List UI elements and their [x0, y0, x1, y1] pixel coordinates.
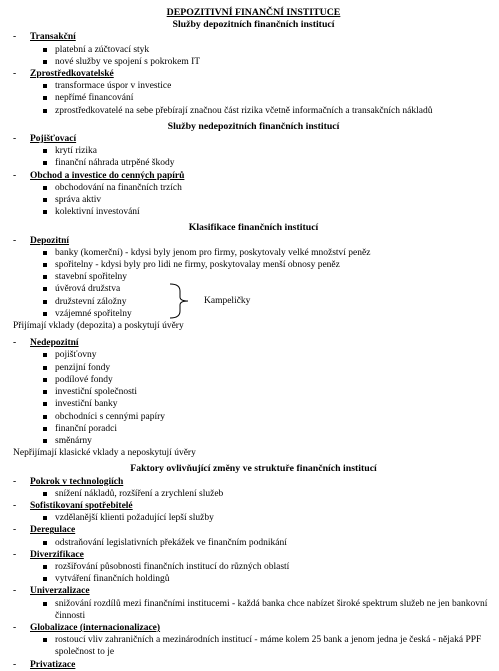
note-depository: Přijímají vklady (depozita) a poskytují úvěry [13, 321, 184, 332]
list-item: správa aktiv [0, 194, 499, 206]
list-item: platební a zúčtovací styk [0, 44, 499, 56]
list-item: vzdělanější klienti požadující lepší služby [0, 512, 499, 524]
document-title: DEPOZITIVNÍ FINANČNÍ INSTITUCE [166, 7, 341, 18]
list-item: penzijní fondy [0, 362, 499, 374]
category-depository [0, 235, 499, 247]
note-nondepository: Nepřijímají klasické vklady a neposkytují úvěry [13, 448, 196, 459]
list-item: odstraňování legislativních překážek ve finančním podnikání [0, 537, 499, 549]
list-item: vytváření finančních holdingů [0, 573, 499, 585]
list-item: investiční společnosti [0, 386, 499, 398]
list-item: nepřímé financování [0, 92, 499, 104]
category-label: Pojišťovací [30, 134, 77, 145]
list-item: snižování rozdílů mezi finančními institucemi - každá banka chce nabízet široké spektrum služeb ne jen bankovní činnosti [0, 598, 499, 622]
list-item: obchodování na finančních trzích [0, 182, 499, 194]
list-item: pojišťovny [0, 349, 499, 361]
category-privatization [0, 659, 499, 671]
category-label: Sofistikovaní spotřebitelé [30, 500, 133, 511]
category-securities [0, 170, 499, 182]
list-item: podílové fondy [0, 374, 499, 386]
category-label: Pokrok v technologiích [30, 476, 124, 487]
category-label: Diverzifikace [30, 549, 84, 560]
list-item: zprostředkovatelé na sebe přebírají značnou část rizika včetně informačních a transakčních nákladů [0, 105, 499, 117]
list-item: finanční náhrada utrpěné škody [0, 157, 499, 169]
category-deregulation [0, 524, 499, 536]
list-item: finanční poradci [0, 423, 499, 435]
list-item: kolektivní investování [0, 206, 499, 218]
category-label: Nedepozitní [30, 338, 79, 349]
category-label: Obchod a investice do cenných papírů [30, 170, 185, 181]
section-title-nondepository-services: Služby nedepozitních finančních institucí [167, 120, 340, 132]
list-item: úvěrová družstva [0, 283, 499, 295]
list-item: spořitelny - kdysi byly pro lidi ne firmy, poskytovalay menší obnosy peněz [0, 259, 499, 271]
category-diversification [0, 549, 499, 561]
category-intermediary [0, 68, 499, 80]
category-technology [0, 476, 499, 488]
list-item: družstevní záložny [0, 296, 499, 308]
list-item: vzájemné spořitelny [0, 308, 499, 320]
category-globalization [0, 622, 499, 634]
category-label: Globalizace (internacionalizace) [30, 622, 161, 633]
group-label: Kampeličky [204, 296, 251, 307]
category-insurance [0, 133, 499, 145]
category-nondepository [0, 337, 499, 349]
category-label: Zprostředkovatelské [30, 69, 114, 80]
list-item: krytí rizika [0, 145, 499, 157]
list-item: směnárny [0, 435, 499, 447]
section-title-depository-services: Služby depozitních finančních institucí [172, 19, 335, 31]
section-title-factors: Faktory ovlivňující změny ve struktuře finančních institucí [130, 463, 377, 475]
category-transactional [0, 31, 499, 43]
list-item: rozšiřování působnosti finančních institucí do různých oblastí [0, 561, 499, 573]
category-consumers [0, 500, 499, 512]
category-label: Transakční [30, 32, 76, 43]
list-item: investiční banky [0, 398, 499, 410]
category-label: Privatizace [30, 659, 76, 670]
curly-brace-icon [168, 283, 194, 319]
list-item: transformace úspor v investice [0, 80, 499, 92]
kampelicky-group [0, 283, 499, 320]
category-label: Depozitní [30, 235, 70, 246]
list-item: banky (komerční) - kdysi byly jenom pro firmy, poskytovaly velké množství peněz [0, 247, 499, 259]
list-item: snížení nákladů, rozšíření a zrychlení služeb [0, 488, 499, 500]
list-item: obchodníci s cennými papíry [0, 411, 499, 423]
category-label: Univerzalizace [30, 586, 90, 597]
category-label: Deregulace [30, 525, 76, 536]
section-title-classification: Klasifikace finančních institucí [188, 222, 319, 234]
category-universalization [0, 585, 499, 597]
list-item: nové služby ve spojení s pokrokem IT [0, 56, 499, 68]
list-item: rostoucí vliv zahraničních a mezinárodních institucí - máme kolem 25 bank a jenom jedna je česká - nějaká PPF společnost to je [0, 634, 499, 658]
list-item: stavební spořitelny [0, 271, 499, 283]
